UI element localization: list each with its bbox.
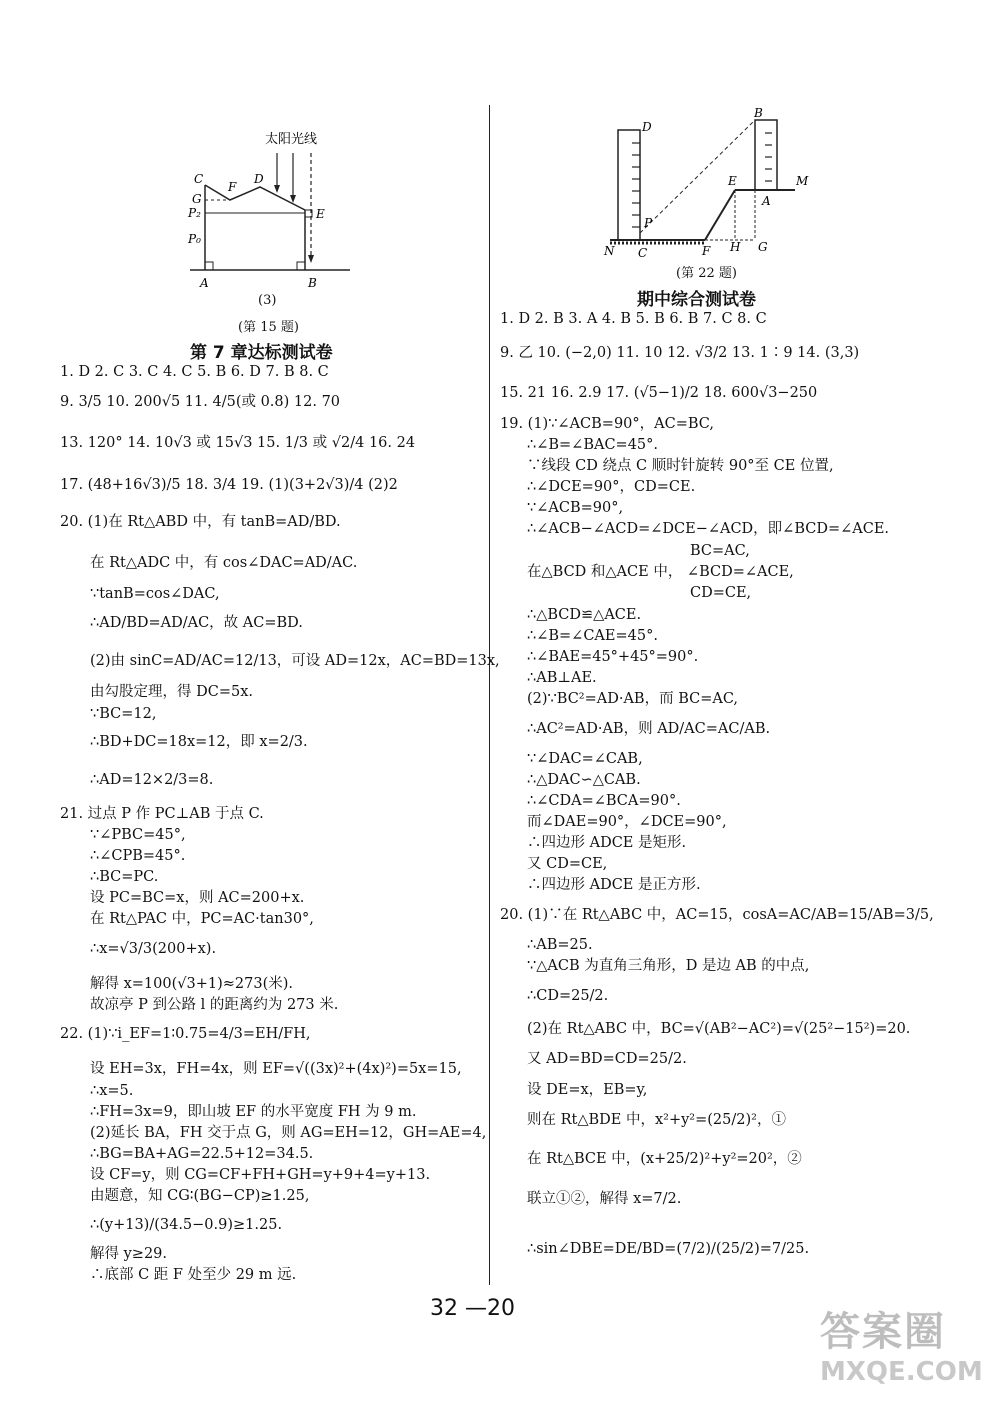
fig15-label-C: C bbox=[194, 172, 204, 186]
left-line-7: ∵tanB=cos∠DAC, bbox=[90, 586, 220, 602]
left-line-22: 故凉亭 P 到公路 l 的距离约为 273 米. bbox=[90, 997, 339, 1013]
right-line-14: ∴∠B=∠CAE=45°. bbox=[527, 628, 658, 644]
right-line-8: ∵∠ACB=90°, bbox=[527, 500, 624, 516]
right-line-30: (2)在 Rt△ABC 中，BC=√(AB²−AC²)=√(25²−15²)=20. bbox=[527, 1021, 911, 1037]
right-line-5: ∴∠B=∠BAC=45°. bbox=[527, 437, 659, 453]
fig22-label-G: G bbox=[758, 240, 768, 254]
fig22-label-D: D bbox=[642, 120, 652, 134]
figure-15 bbox=[180, 125, 360, 290]
left-line-5: 20. (1)在 Rt△ABD 中，有 tanB=AD/BD. bbox=[60, 514, 341, 530]
left-line-30: 由题意，知 CG∶(BG−CP)≥1.25, bbox=[90, 1188, 310, 1204]
fig15-sunlight-label: 太阳光线 bbox=[265, 132, 318, 147]
left-line-14: 21. 过点 P 作 PC⊥AB 于点 C. bbox=[60, 806, 264, 822]
left-line-28: ∴BG=BA+AG=22.5+12=34.5. bbox=[90, 1146, 314, 1162]
right-line-25: ∴四边形 ADCE 是正方形. bbox=[527, 877, 701, 893]
fig22-label-N: N bbox=[604, 244, 615, 258]
fig15-label-G: G bbox=[192, 192, 202, 206]
fig22-label-F: F bbox=[702, 244, 711, 258]
left-line-26: ∴FH=3x=9，即山坡 EF 的水平宽度 FH 为 9 m. bbox=[90, 1104, 417, 1120]
fig22-label-C: C bbox=[638, 246, 648, 260]
midterm-test-title: 期中综合测试卷 bbox=[637, 290, 756, 310]
right-line-4: 19. (1)∵∠ACB=90°，AC=BC, bbox=[500, 416, 714, 432]
watermark-logo bbox=[820, 1300, 990, 1395]
right-line-35: 联立①②，解得 x=7/2. bbox=[527, 1191, 682, 1207]
left-line-31: ∴(y+13)/(34.5−0.9)≥1.25. bbox=[90, 1217, 283, 1233]
right-line-36: ∴sin∠DBE=DE/BD=(7/2)/(25/2)=7/25. bbox=[527, 1241, 810, 1257]
watermark-url-text: MXQE.COM bbox=[820, 1357, 983, 1387]
left-line-1: 1. D 2. C 3. C 4. C 5. B 6. D 7. B 8. C bbox=[60, 364, 329, 380]
left-line-15: ∵∠PBC=45°, bbox=[90, 827, 186, 843]
fig15-label-P0: P₀ bbox=[188, 232, 201, 246]
right-line-18: ∴AC²=AD·AB，则 AD/AC=AC/AB. bbox=[527, 721, 771, 737]
left-line-6: 在 Rt△ADC 中，有 cos∠DAC=AD/AC. bbox=[90, 555, 358, 571]
left-line-32: 解得 y≥29. bbox=[90, 1246, 168, 1262]
right-line-13: ∴△BCD≌△ACE. bbox=[527, 607, 642, 623]
fig22-label-P: P bbox=[644, 216, 653, 230]
right-line-6: ∵线段 CD 绕点 C 顺时针旋转 90°至 CE 位置, bbox=[527, 458, 834, 474]
right-line-21: ∴∠CDA=∠BCA=90°. bbox=[527, 793, 681, 809]
right-line-34: 在 Rt△BCE 中，(x+25/2)²+y²=20²，② bbox=[527, 1151, 802, 1167]
right-line-23: ∴四边形 ADCE 是矩形. bbox=[527, 835, 687, 851]
left-line-21: 解得 x=100(√3+1)≈273(米). bbox=[90, 976, 294, 992]
left-line-19: 在 Rt△PAC 中，PC=AC·tan30°, bbox=[90, 911, 314, 927]
fig15-label-P2: P₂ bbox=[188, 206, 201, 220]
page-number: 32 —20 bbox=[430, 1296, 515, 1321]
left-line-8: ∴AD/BD=AD/AC，故 AC=BD. bbox=[90, 615, 303, 631]
right-line-22: 而∠DAE=90°，∠DCE=90°, bbox=[527, 814, 727, 830]
right-line-2: 9. 乙 10. (−2,0) 11. 10 12. √3/2 13. 1∶9 14. (3,3) bbox=[500, 345, 860, 361]
right-line-28: ∵△ACB 为直角三角形，D 是边 AB 的中点, bbox=[527, 958, 810, 974]
left-line-11: ∵BC=12, bbox=[90, 706, 157, 722]
right-line-1: 1. D 2. B 3. A 4. B 5. B 6. B 7. C 8. C bbox=[500, 311, 767, 327]
left-line-27: (2)延长 BA，FH 交于点 G，则 AG=EH=12，GH=AE=4, bbox=[90, 1125, 487, 1141]
fig15-sub-caption: (3) bbox=[258, 293, 277, 308]
right-line-32: 设 DE=x，EB=y, bbox=[527, 1082, 648, 1098]
left-line-20: ∴x=√3/3(200+x). bbox=[90, 941, 217, 957]
watermark-main-text: 答案圈 bbox=[820, 1309, 946, 1355]
right-line-29: ∴CD=25/2. bbox=[527, 988, 609, 1004]
left-line-3: 13. 120° 14. 10√3 或 15√3 15. 1/3 或 √2/4 16. 24 bbox=[60, 435, 416, 451]
right-line-26: 20. (1)∵在 Rt△ABC 中，AC=15，cosA=AC/AB=15/AB=3/5, bbox=[500, 907, 934, 923]
right-line-7: ∴∠DCE=90°，CD=CE. bbox=[527, 479, 696, 495]
column-divider bbox=[489, 105, 490, 1285]
fig22-caption: (第 22 题) bbox=[676, 266, 737, 281]
fig22-label-E: E bbox=[728, 174, 737, 188]
right-line-11: 在△BCD 和△ACE 中， ∠BCD=∠ACE, bbox=[527, 564, 794, 580]
fig22-label-H: H bbox=[730, 240, 741, 254]
right-line-17: (2)∵BC²=AD·AB，而 BC=AC, bbox=[527, 691, 739, 707]
fig15-label-F: F bbox=[228, 180, 237, 194]
right-line-24: 又 CD=CE, bbox=[527, 856, 608, 872]
right-line-3: 15. 21 16. 2.9 17. (√5−1)/2 18. 600√3−250 bbox=[500, 385, 818, 401]
right-line-10: BC=AC, bbox=[690, 543, 750, 559]
right-line-31: 又 AD=BD=CD=25/2. bbox=[527, 1051, 687, 1067]
figure-22 bbox=[600, 105, 820, 275]
left-line-13: ∴AD=12×2/3=8. bbox=[90, 772, 214, 788]
right-line-20: ∴△DAC∽△CAB. bbox=[527, 772, 641, 788]
left-line-2: 9. 3/5 10. 200√5 11. 4/5(或 0.8) 12. 70 bbox=[60, 394, 341, 410]
fig22-label-M: M bbox=[796, 174, 809, 188]
fig15-label-D: D bbox=[254, 172, 264, 186]
fig15-label-B: B bbox=[308, 276, 317, 290]
left-line-29: 设 CF=y，则 CG=CF+FH+GH=y+9+4=y+13. bbox=[90, 1167, 431, 1183]
left-line-16: ∴∠CPB=45°. bbox=[90, 848, 186, 864]
right-line-16: ∴AB⊥AE. bbox=[527, 670, 597, 686]
left-line-9: (2)由 sinC=AD/AC=12/13，可设 AD=12x，AC=BD=13x, bbox=[90, 653, 500, 669]
fig15-label-E: E bbox=[316, 207, 325, 221]
left-line-18: 设 PC=BC=x，则 AC=200+x. bbox=[90, 890, 305, 906]
left-line-24: 设 EH=3x，FH=4x，则 EF=√((3x)²+(4x)²)=5x=15, bbox=[90, 1061, 462, 1077]
right-line-33: 则在 Rt△BDE 中，x²+y²=(25/2)²，① bbox=[527, 1112, 786, 1128]
left-line-10: 由勾股定理，得 DC=5x. bbox=[90, 684, 253, 700]
left-line-4: 17. (48+16√3)/5 18. 3/4 19. (1)(3+2√3)/4 (2)2 bbox=[60, 477, 398, 493]
chapter7-test-title: 第 7 章达标测试卷 bbox=[190, 343, 333, 363]
right-line-19: ∵∠DAC=∠CAB, bbox=[527, 751, 643, 767]
fig15-label-A: A bbox=[200, 276, 209, 290]
left-line-33: ∴底部 C 距 F 处至少 29 m 远. bbox=[90, 1267, 297, 1283]
fig15-caption: (第 15 题) bbox=[238, 320, 299, 335]
fig22-label-A: A bbox=[762, 194, 771, 208]
left-line-25: ∴x=5. bbox=[90, 1083, 134, 1099]
left-line-17: ∴BC=PC. bbox=[90, 869, 159, 885]
right-line-27: ∴AB=25. bbox=[527, 937, 593, 953]
left-line-12: ∴BD+DC=18x=12，即 x=2/3. bbox=[90, 734, 308, 750]
left-line-23: 22. (1)∵i_EF=1∶0.75=4/3=EH/FH, bbox=[60, 1026, 311, 1042]
right-line-12: CD=CE, bbox=[690, 585, 752, 601]
right-line-9: ∴∠ACB−∠ACD=∠DCE−∠ACD，即∠BCD=∠ACE. bbox=[527, 521, 890, 537]
fig22-label-B: B bbox=[754, 106, 763, 120]
right-line-15: ∴∠BAE=45°+45°=90°. bbox=[527, 649, 699, 665]
